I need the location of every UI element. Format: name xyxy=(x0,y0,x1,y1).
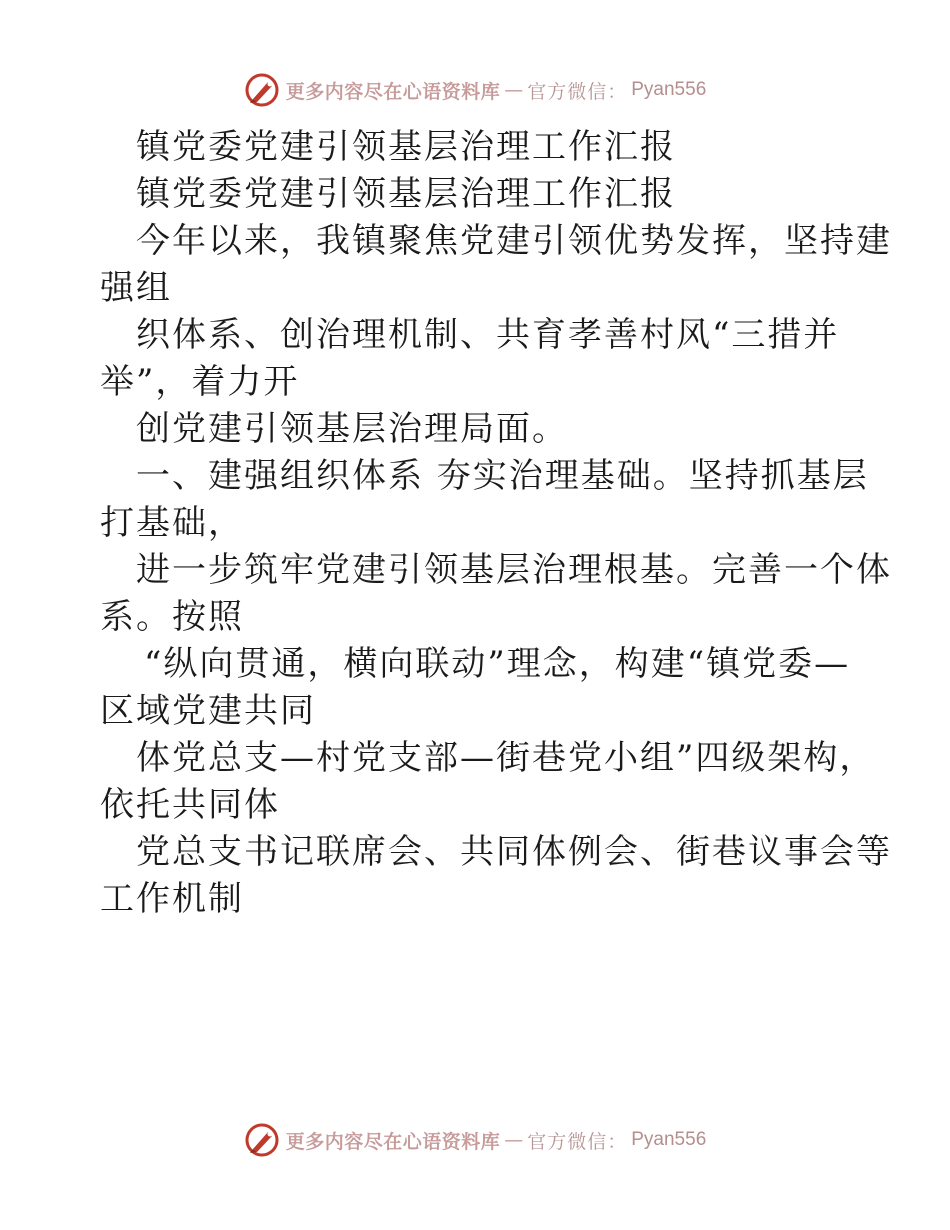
banner-wechat-id: Pyan556 xyxy=(631,1129,707,1150)
doc-line: 创党建引领基层治理局面。 xyxy=(136,409,568,449)
doc-line: 依托共同体 xyxy=(100,785,280,825)
doc-line: 区域党建共同 xyxy=(100,691,316,731)
banner-wechat-label: 官方微信： xyxy=(527,1130,628,1153)
pen-logo-icon xyxy=(244,1122,280,1158)
banner-dash: — xyxy=(504,79,524,101)
doc-line: 今年以来，我镇聚焦党建引领优势发挥，坚持建 xyxy=(136,221,892,261)
document-body xyxy=(100,124,892,923)
doc-line: 织体系、创治理机制、共育孝善村风“三措并 xyxy=(136,315,840,355)
watermark-banner-bottom xyxy=(0,1120,950,1160)
watermark-banner-top xyxy=(0,70,950,110)
banner-main-text: 更多内容尽在心语资料库 xyxy=(285,80,501,103)
doc-line: 打基础， xyxy=(100,503,244,543)
doc-section-heading: 一、建强组织体系 夯实治理基础。坚持抓基层 xyxy=(136,456,869,496)
doc-title: 镇党委党建引领基层治理工作汇报 xyxy=(136,127,676,167)
banner-wechat-id: Pyan556 xyxy=(631,79,707,100)
doc-line: 党总支书记联席会、共同体例会、街巷议事会等 xyxy=(136,832,892,872)
doc-line: 进一步筑牢党建引领基层治理根基。完善一个体 xyxy=(136,550,892,590)
banner-wechat-label: 官方微信： xyxy=(527,80,628,103)
doc-subtitle: 镇党委党建引领基层治理工作汇报 xyxy=(136,174,676,214)
banner-main-text: 更多内容尽在心语资料库 xyxy=(285,1130,501,1153)
doc-line: 系。按照 xyxy=(100,597,244,637)
doc-line: 举”，着力开 xyxy=(100,362,300,402)
doc-line: 体党总支—村党支部—街巷党小组”四级架构， xyxy=(136,738,876,778)
doc-line: “纵向贯通，横向联动”理念，构建“镇党委— xyxy=(144,644,851,684)
banner-dash: — xyxy=(504,1129,524,1151)
doc-line: 强组 xyxy=(100,268,172,308)
doc-line: 工作机制 xyxy=(100,879,244,919)
pen-logo-icon xyxy=(244,72,280,108)
